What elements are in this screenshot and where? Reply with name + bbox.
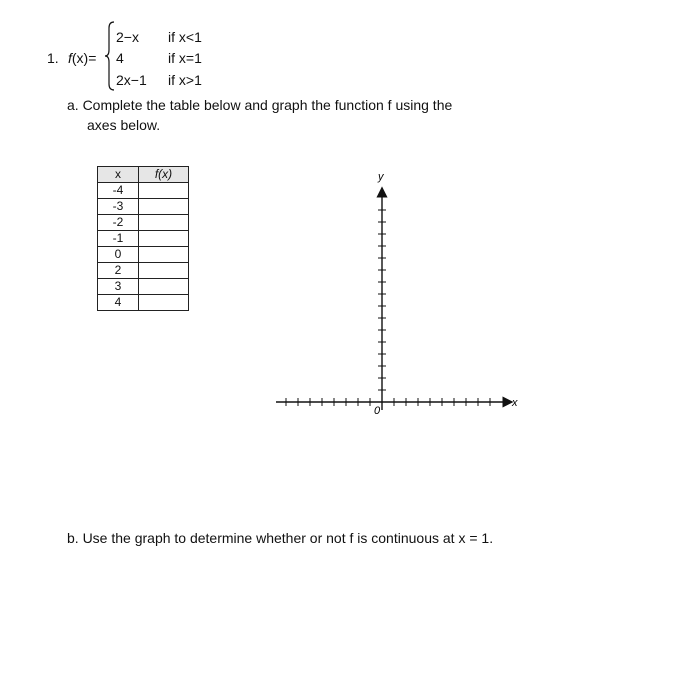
table-cell-fx-blank[interactable]	[139, 183, 189, 199]
function-args: (x)=	[71, 50, 97, 66]
case-2-condition: if x=1	[168, 50, 202, 66]
table-cell-fx-blank[interactable]	[139, 215, 189, 231]
table-cell-fx-blank[interactable]	[139, 295, 189, 311]
table-header-x: x	[98, 167, 139, 183]
case-1-expression: 2−x	[116, 29, 139, 45]
table-cell-x: 2	[98, 263, 139, 279]
table-cell-fx-blank[interactable]	[139, 247, 189, 263]
table-row	[98, 199, 189, 215]
part-a-line-2: axes below.	[87, 117, 161, 133]
table-row	[98, 183, 189, 199]
table-row	[98, 279, 189, 295]
values-table	[97, 166, 189, 311]
table-row	[98, 295, 189, 311]
function-name: f	[68, 50, 72, 66]
table-cell-x: -4	[98, 183, 139, 199]
part-a-instructions	[67, 95, 537, 135]
table-row	[98, 231, 189, 247]
table-header-row	[98, 167, 189, 183]
part-b-question: b. Use the graph to determine whether or not f is continuous at x = 1.	[67, 530, 494, 546]
case-3-expression: 2x−1	[116, 72, 147, 88]
table-cell-x: -1	[98, 231, 139, 247]
x-axis-label: x	[512, 397, 518, 409]
part-a-line-1: a. Complete the table below and graph the function f using the	[67, 97, 453, 113]
case-1-condition: if x<1	[168, 29, 202, 45]
table-cell-x: 0	[98, 247, 139, 263]
table-cell-x: -2	[98, 215, 139, 231]
case-3-condition: if x>1	[168, 72, 202, 88]
table-cell-x: -3	[98, 199, 139, 215]
table-row	[98, 263, 189, 279]
table-row	[98, 247, 189, 263]
coordinate-axes[interactable]	[270, 160, 530, 430]
y-axis-label: y	[378, 171, 384, 183]
table-cell-x: 3	[98, 279, 139, 295]
origin-label: 0	[374, 405, 381, 417]
function-label	[68, 50, 96, 66]
table-cell-fx-blank[interactable]	[139, 263, 189, 279]
problem-number: 1.	[47, 50, 59, 66]
table-row	[98, 215, 189, 231]
piecewise-brace	[104, 20, 116, 92]
table-header-fx: f(x)	[139, 167, 189, 183]
table-cell-fx-blank[interactable]	[139, 231, 189, 247]
table-cell-fx-blank[interactable]	[139, 199, 189, 215]
table-cell-x: 4	[98, 295, 139, 311]
table-cell-fx-blank[interactable]	[139, 279, 189, 295]
case-2-expression: 4	[116, 50, 124, 66]
